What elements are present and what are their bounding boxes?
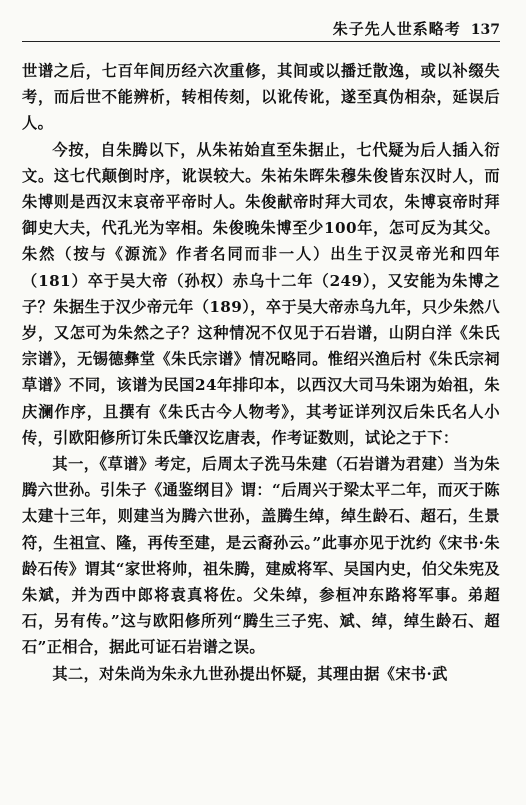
running-header <box>22 8 500 42</box>
paragraph-analysis: 今按，自朱腾以下，从朱祐始直至朱据止，七代疑为后人插入衍文。这七代颠倒时序，讹误较大。朱祐朱晖朱穆朱俊皆东汉时人，而朱博则是西汉末哀帝平帝时人。朱俊献帝时拜大司农，朱博哀帝时拜御史大夫，代孔光为宰相。朱俊晚朱博至少100年，怎可反为其父。朱然（按与《源流》作者名同而非一人）出生于汉灵帝光和四年（181）卒于吴大帝（孙权）赤乌十二年（249），又安能为朱博之子？朱据生于汉少帝元年（189），卒于吴大帝赤乌九年，只少朱然八岁，又怎可为朱然之子？这种情况不仅见于石岩谱，山阴白洋《朱氏宗谱》，无锡德彝堂《朱氏宗谱》情况略同。惟绍兴渔后村《朱氏宗祠草谱》不同，该谱为民国24年排印本，以西汉大司马朱诩为始祖，朱庆澜作序，且撰有《朱氏古今人物考》，其考证详列汉后朱氏名人小传，引欧阳修所订朱氏肇汉讫唐表，作考证数则，试论之于下： <box>22 140 500 447</box>
page-body <box>22 58 500 687</box>
paragraph-point-one: 其一，《草谱》考定，后周太子洗马朱建（石岩谱为君建）当为朱腾六世孙。引朱子《通鉴纲目》谓：“后周兴于梁太平二年，而灭于陈太建十三年，则建当为腾六世孙，盖腾生绰，绰生龄石、超石，生景符，生祖宣、隆，再传至建，是云裔孙云。”此事亦见于沈约《宋书·朱龄石传》谓其“家世将帅，祖朱腾，建威将军、吴国内史，伯父朱宪及朱斌，并为西中郎将袁真将佐。父朱绰，参桓冲东路将军事。弟超石，另有传。”这与欧阳修所列“腾生三子宪、斌、绰，绰生龄石、超石”正相合，据此可证石岩谱之误。 <box>22 455 500 657</box>
page-number: 137 <box>470 22 500 38</box>
paragraph-continuation: 世谱之后，七百年间历经六次重修，其间或以播迁散逸，或以补缀失考，而后世不能辨析，转相传刻，以讹传讹，遂至真伪相杂，延误后人。 <box>22 62 500 133</box>
paragraph-point-two: 其二，对朱尚为朱永九世孙提出怀疑，其理由据《宋书·武 <box>52 664 448 683</box>
header-title: 朱子先人世系略考 <box>332 20 461 38</box>
